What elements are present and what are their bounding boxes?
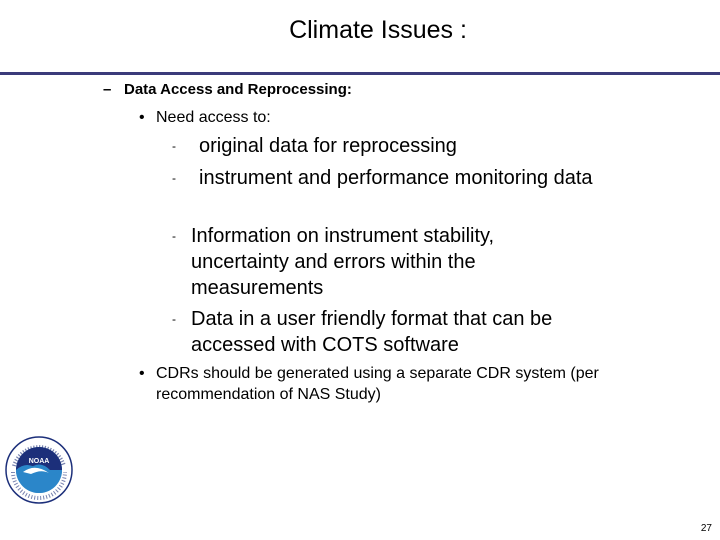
bullet-cdr-generation	[139, 363, 599, 403]
noaa-logo-text: NOAA	[28, 458, 50, 465]
bullet-text: Need access to:	[156, 109, 271, 126]
bullet-text: CDRs should be generated using a separate CDR system (per recommendation of NAS Study)	[156, 365, 599, 403]
subitem-text: Data in a user friendly format that can be accessed with COTS software	[191, 308, 553, 356]
section-heading	[103, 81, 352, 98]
section-dash: –	[103, 81, 112, 98]
subitem-text: Information on instrument stability, uncertainty and errors within the measurements	[191, 225, 495, 299]
section-heading-text: Data Access and Reprocessing:	[124, 81, 352, 98]
subitem-text-content: instrument and performance monitoring data	[199, 167, 593, 189]
subitem-dash: -	[172, 312, 176, 326]
subitem-text: original data for reprocessing	[199, 135, 457, 157]
noaa-logo-icon	[5, 436, 73, 504]
slide-title: Climate Issues :	[289, 16, 467, 44]
bullet-marker: •	[139, 365, 145, 382]
bullet-marker: •	[139, 109, 145, 126]
bullet-need-access	[139, 107, 271, 128]
subitem-dash: -	[172, 139, 176, 153]
page-number: 27	[700, 523, 712, 534]
subitem-dash: -	[172, 229, 176, 243]
subitem-dash: -	[172, 171, 176, 185]
subitem-text	[199, 165, 619, 191]
title-divider	[0, 72, 720, 75]
